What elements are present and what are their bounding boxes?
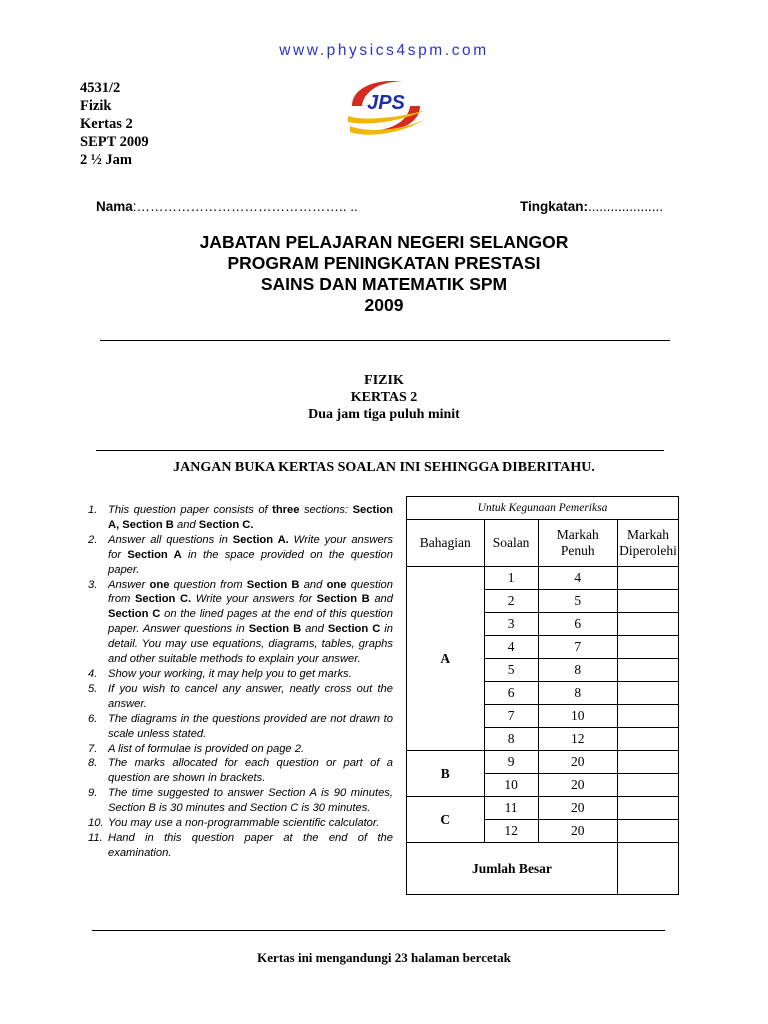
name-line: :……………………………………….. .. (132, 199, 358, 214)
full-marks: 8 (538, 682, 617, 705)
instructions-list (88, 503, 393, 861)
instruction-text: A list of formulae is provided on page 2. (108, 742, 305, 755)
instruction-item (88, 786, 393, 816)
instruction-text: Section A. (232, 533, 289, 546)
instruction-number: 11. (88, 831, 103, 844)
instruction-text: one (326, 578, 347, 591)
header-section: Bahagian (407, 520, 485, 567)
instruction-text: in the space provided on the question paper. (108, 548, 393, 576)
obtained-marks-cell (618, 659, 679, 682)
instruction-number: 1. (88, 504, 98, 516)
section-label: B (407, 751, 485, 797)
instruction-number: 4. (88, 667, 98, 680)
instruction-item (88, 578, 393, 667)
instruction-text: one (149, 578, 170, 591)
instruction-text: sections: (299, 504, 353, 516)
instruction-item (88, 503, 393, 533)
paper-code: 4531/2 (80, 80, 121, 96)
question-number: 5 (484, 659, 538, 682)
full-marks: 12 (538, 728, 617, 751)
instruction-text: on the lined pages at the end of this question paper. Answer questions in (108, 608, 393, 636)
instruction-text: The time suggested to answer Section A is 90 minutes, Section B is 30 minutes and Section C is 30 minutes. (108, 787, 393, 815)
instruction-number: 10. (88, 817, 104, 830)
question-number: 6 (484, 682, 538, 705)
question-number: 1 (484, 567, 538, 590)
instruction-text: This question paper consists of (108, 504, 273, 516)
instruction-text: in detail. You may use equations, diagrams, tables, graphs and other suitable methods to explain your answer. (108, 623, 393, 666)
page-count-note: Kertas ini mengandungi 23 halaman bercetak (257, 950, 511, 965)
question-number: 7 (484, 705, 538, 728)
instruction-text: Section B (246, 578, 300, 591)
table-row (407, 797, 679, 820)
full-marks: 5 (538, 590, 617, 613)
instruction-item (88, 533, 393, 578)
paper-subject: Fizik (80, 98, 112, 114)
divider-middle (96, 450, 664, 451)
instruction-item (88, 682, 393, 712)
section-label: A (407, 567, 485, 751)
instruction-text: Section A (127, 548, 182, 561)
instruction-text: Section A, Section B (108, 504, 393, 531)
obtained-marks-cell (618, 682, 679, 705)
full-marks: 20 (538, 797, 617, 820)
question-number: 8 (484, 728, 538, 751)
class-field (520, 199, 663, 214)
full-marks: 10 (538, 705, 617, 728)
total-obtained-cell (618, 843, 679, 895)
instruction-text: Show your working, it may help you to get marks. (108, 667, 352, 680)
obtained-marks-cell (618, 797, 679, 820)
obtained-marks-cell (618, 774, 679, 797)
header-question: Soalan (484, 520, 538, 567)
instruction-item (88, 756, 393, 786)
table-caption: Untuk Kegunaan Pemeriksa (407, 497, 679, 520)
instruction-number: 3. (88, 578, 98, 591)
heading-line-4: 2009 (364, 295, 404, 315)
name-field (96, 199, 358, 214)
instruction-number: 8. (88, 757, 98, 770)
full-marks: 8 (538, 659, 617, 682)
instruction-text: If you wish to cancel any answer, neatly cross out the answer. (108, 682, 393, 710)
instruction-text: Answer all questions in (108, 533, 233, 546)
full-marks: 20 (538, 751, 617, 774)
paper-number: Kertas 2 (80, 116, 133, 132)
instruction-text: Section C. (134, 593, 192, 606)
obtained-marks-cell (618, 613, 679, 636)
table-row (407, 567, 679, 590)
heading-line-3: SAINS DAN MATEMATIK SPM (260, 274, 508, 294)
heading-line-2: PROGRAM PENINGKATAN PRESTASI (227, 253, 541, 273)
instruction-item (88, 667, 393, 682)
instruction-text: The diagrams in the questions provided are not drawn to scale unless stated. (108, 712, 393, 740)
instruction-text: and (301, 623, 328, 636)
obtained-marks-cell (618, 705, 679, 728)
section-label: C (407, 797, 485, 843)
question-number: 3 (484, 613, 538, 636)
instruction-text: Section C (108, 608, 161, 621)
instruction-text: Hand in this question paper at the end of the examination. (108, 831, 393, 859)
instruction-text: and (369, 593, 394, 606)
total-label: Jumlah Besar (407, 843, 618, 895)
instruction-item (88, 742, 393, 757)
instruction-text: question from (108, 578, 394, 606)
website-url: www.physics4spm.com (279, 42, 489, 59)
instruction-text: Answer (108, 578, 150, 591)
class-label: Tingkatan: (520, 199, 589, 214)
instruction-number: 5. (88, 682, 98, 695)
instruction-number: 9. (88, 787, 98, 800)
divider-bottom (92, 930, 665, 931)
obtained-marks-cell (618, 820, 679, 843)
paper-date: SEPT 2009 (80, 134, 149, 150)
question-number: 4 (484, 636, 538, 659)
header-full-marks-text: Markah Penuh (556, 527, 599, 558)
logo-text: JPS (367, 92, 405, 114)
full-marks: 6 (538, 613, 617, 636)
instruction-item (88, 816, 393, 831)
instruction-number: 6. (88, 712, 98, 725)
heading-line-1: JABATAN PELAJARAN NEGERI SELANGOR (199, 232, 569, 252)
table-row (407, 751, 679, 774)
obtained-marks-cell (618, 751, 679, 774)
warning-notice: JANGAN BUKA KERTAS SOALAN INI SEHINGGA DIBERITAHU. (173, 460, 595, 475)
question-number: 2 (484, 590, 538, 613)
obtained-marks-cell (618, 567, 679, 590)
instruction-text: Section B (248, 623, 302, 636)
subject-block (0, 372, 768, 423)
examiner-table (406, 496, 679, 895)
instruction-text: and (173, 518, 199, 531)
full-marks: 4 (538, 567, 617, 590)
obtained-marks-cell (618, 728, 679, 751)
instruction-text: three (272, 504, 300, 516)
instruction-text: Section B (316, 593, 370, 606)
instruction-number: 7. (88, 742, 98, 755)
class-line: .................... (588, 199, 664, 214)
name-label: Nama (96, 199, 133, 214)
subject-paper: KERTAS 2 (350, 390, 418, 405)
subject-duration: Dua jam tiga puluh minit (308, 407, 460, 422)
header-obtained (618, 520, 679, 567)
instruction-text: Section C. (198, 518, 254, 531)
instruction-text: The marks allocated for each question or part of a question are shown in brackets. (108, 757, 393, 785)
subject-name: FIZIK (364, 373, 404, 388)
paper-duration: 2 ½ Jam (80, 152, 132, 168)
full-marks: 20 (538, 774, 617, 797)
question-number: 9 (484, 751, 538, 774)
instruction-item (88, 831, 393, 861)
exam-heading (0, 232, 768, 316)
instruction-text: and (299, 578, 327, 591)
instruction-text: question from (169, 578, 247, 591)
obtained-marks-cell (618, 636, 679, 659)
instruction-text: Write your answers for (191, 593, 317, 606)
instruction-text: You may use a non-programmable scientific calculator. (108, 817, 380, 830)
instruction-text: Write your answers for (108, 533, 393, 561)
question-number: 11 (484, 797, 538, 820)
jps-logo (340, 76, 432, 144)
instruction-item (88, 712, 393, 742)
instruction-number: 2. (88, 533, 98, 546)
full-marks: 20 (538, 820, 617, 843)
question-number: 10 (484, 774, 538, 797)
paper-info (80, 79, 149, 169)
instruction-text: Section C (327, 623, 381, 636)
full-marks: 7 (538, 636, 617, 659)
header-obtained-text: Markah Diperolehi (619, 527, 677, 558)
obtained-marks-cell (618, 590, 679, 613)
divider-top (100, 340, 670, 341)
question-number: 12 (484, 820, 538, 843)
header-full-marks (538, 520, 617, 567)
